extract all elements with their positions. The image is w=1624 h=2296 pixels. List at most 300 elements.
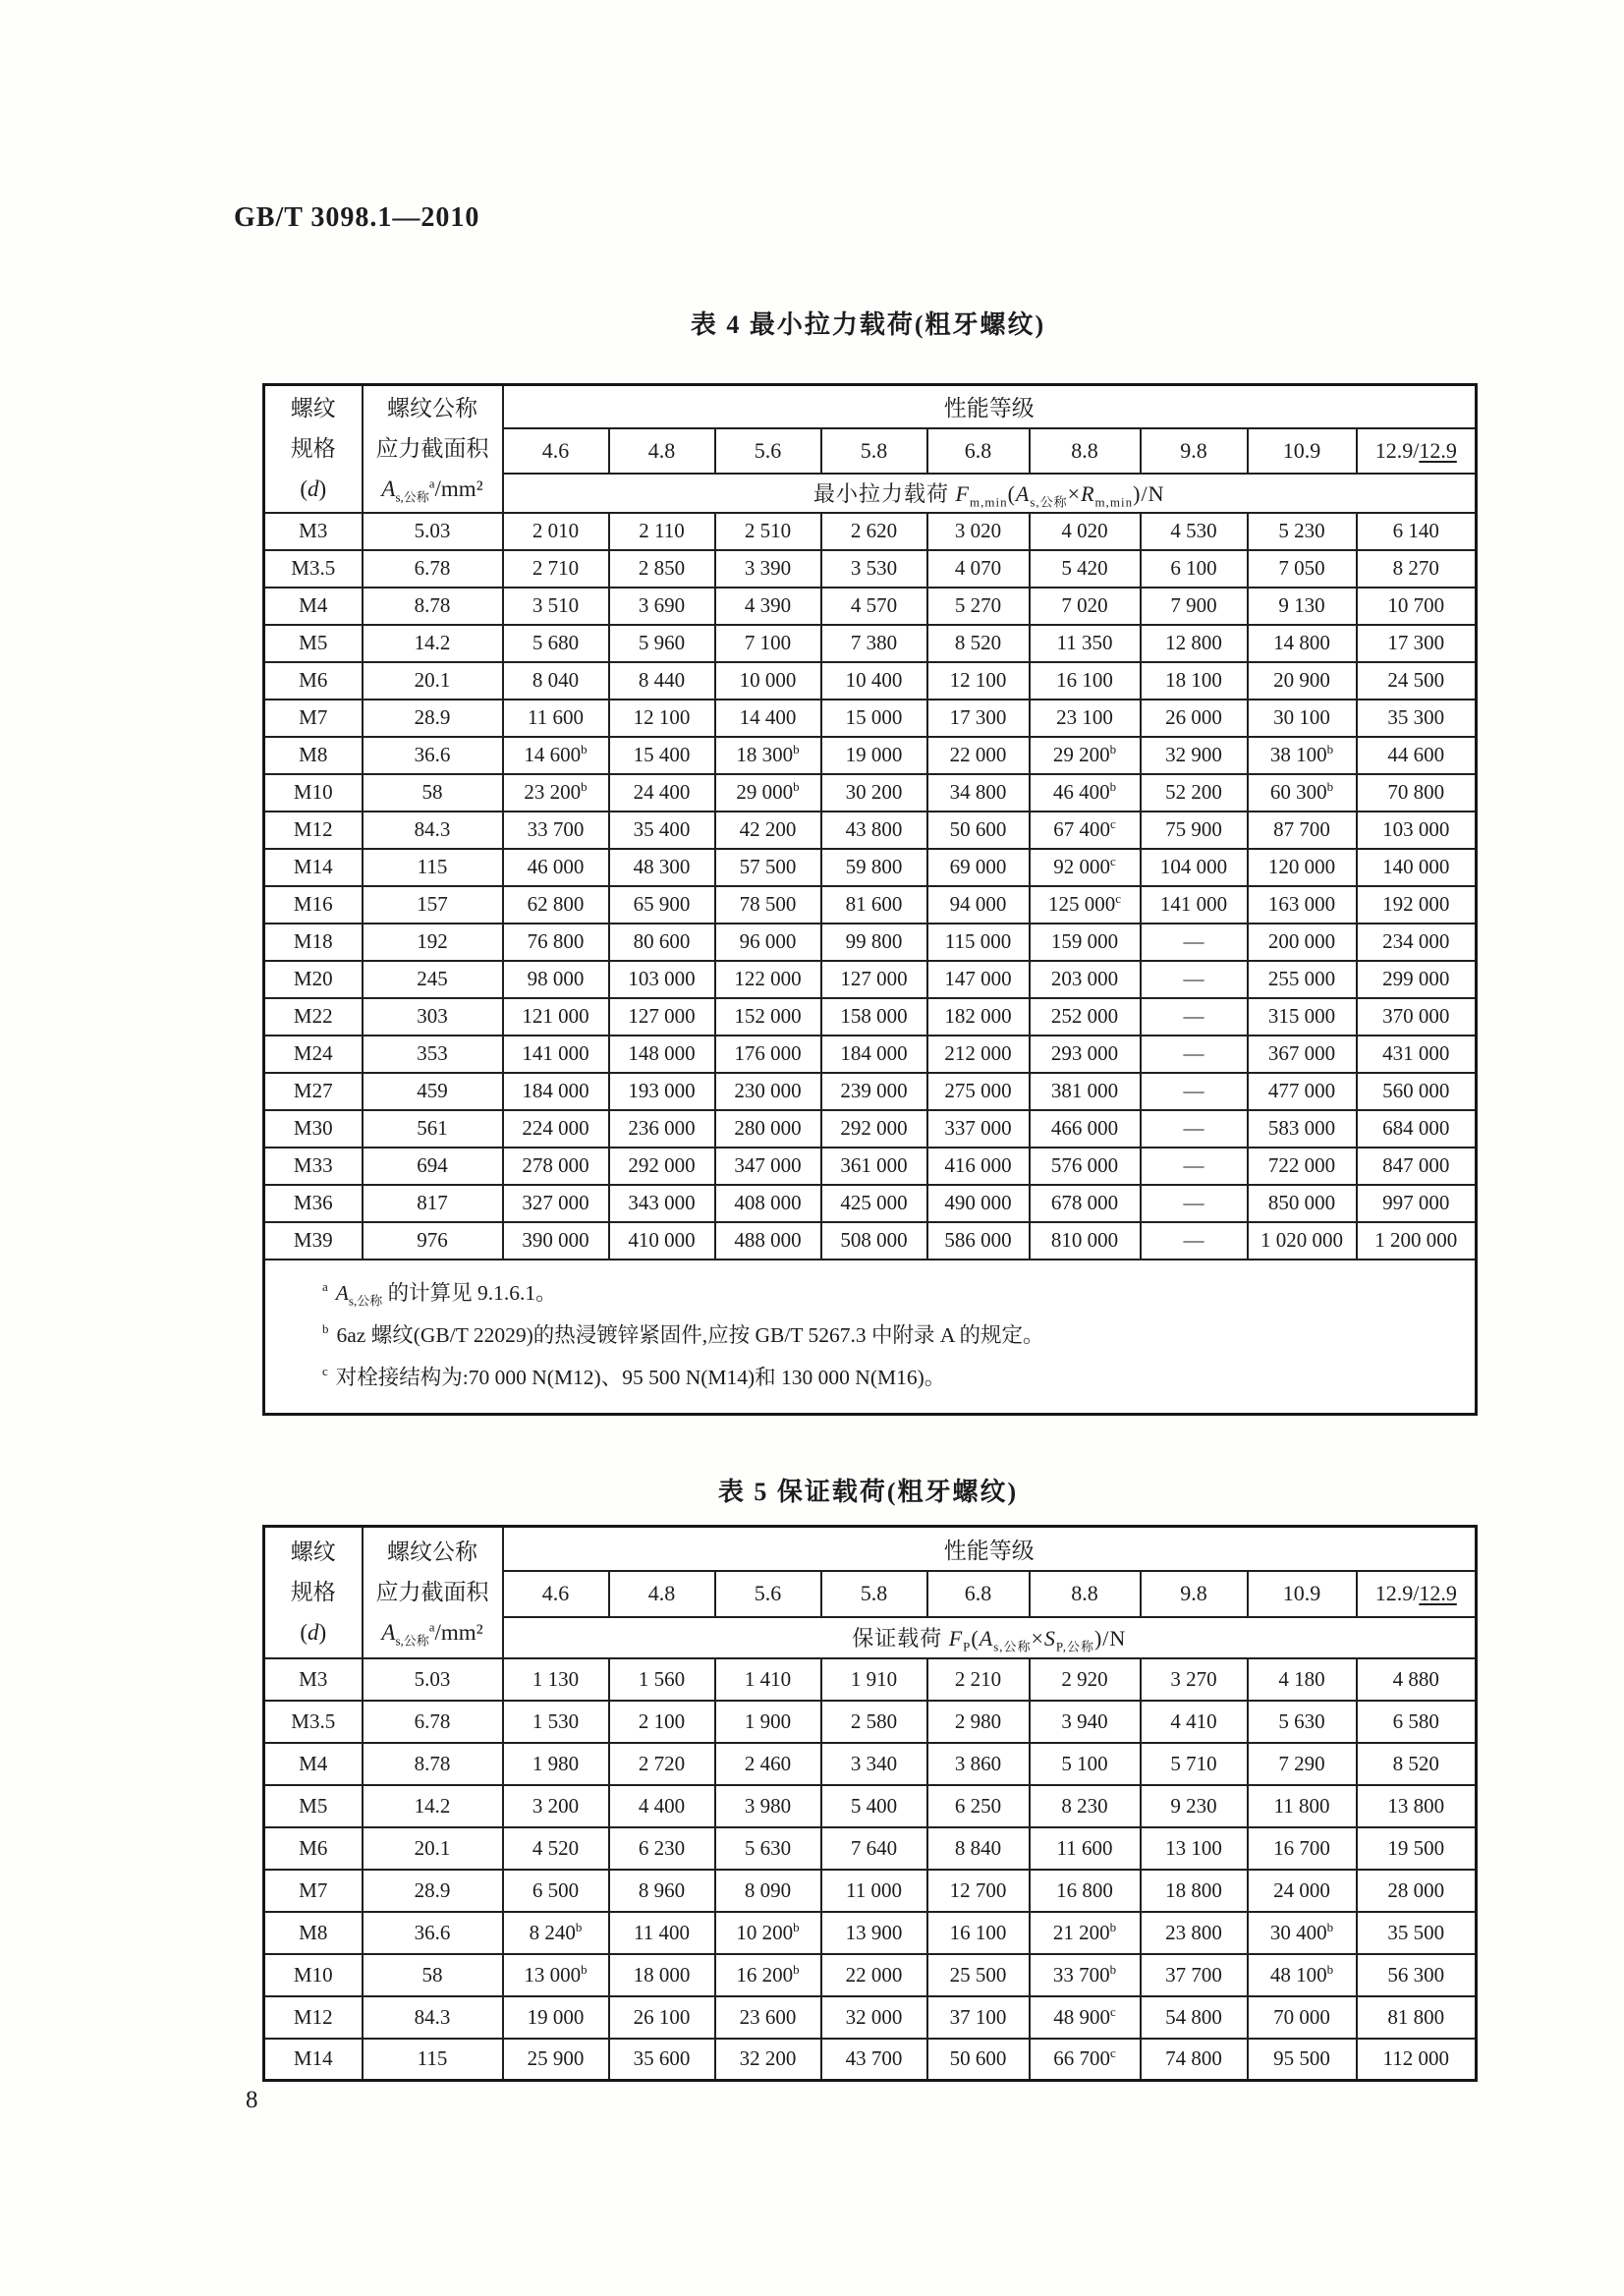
cell-load-value: 3 270 xyxy=(1141,1658,1248,1701)
cell-load-value: 5 100 xyxy=(1030,1743,1141,1785)
table-row xyxy=(264,1222,1477,1260)
cell-load-value: 10 000 xyxy=(715,662,821,700)
cell-load-value: 997 000 xyxy=(1357,1185,1477,1222)
cell-stress-area: 28.9 xyxy=(363,1870,503,1912)
table-row xyxy=(264,737,1477,774)
cell-load-value: 158 000 xyxy=(821,998,927,1036)
cell-load-value: 299 000 xyxy=(1357,961,1477,998)
cell-load-value: 25 900 xyxy=(503,2039,609,2081)
cell-load-value: 280 000 xyxy=(715,1110,821,1148)
cell-load-value: 14 400 xyxy=(715,700,821,737)
cell-stress-area: 58 xyxy=(363,774,503,812)
cell-load-value: 24 000 xyxy=(1248,1870,1357,1912)
cell-load-value: 87 700 xyxy=(1248,812,1357,849)
cell-load-value: 35 400 xyxy=(609,812,715,849)
cell-load-value: 13 100 xyxy=(1141,1827,1248,1870)
cell-stress-area: 245 xyxy=(363,961,503,998)
table-row xyxy=(264,1110,1477,1148)
cell-load-value: 2 510 xyxy=(715,513,821,550)
cell-load-value: 74 800 xyxy=(1141,2039,1248,2081)
cell-stress-area: 5.03 xyxy=(363,1658,503,1701)
cell-stress-area: 36.6 xyxy=(363,1912,503,1954)
cell-load-value: 32 900 xyxy=(1141,737,1248,774)
cell-load-value: 13 900 xyxy=(821,1912,927,1954)
cell-load-value: 29 000$^b$ xyxy=(715,774,821,812)
cell-load-value: 5 630 xyxy=(715,1827,821,1870)
header-property-class: 9.8 xyxy=(1141,1571,1248,1617)
cell-load-value: 292 000 xyxy=(609,1148,715,1185)
cell-load-value: 236 000 xyxy=(609,1110,715,1148)
cell-thread-spec: M7 xyxy=(264,1870,363,1912)
cell-load-value: 7 020 xyxy=(1030,588,1141,625)
cell-stress-area: 84.3 xyxy=(363,1996,503,2039)
cell-load-value: 4 070 xyxy=(927,550,1030,588)
table-footnotes xyxy=(264,1260,1477,1415)
cell-load-value: 586 000 xyxy=(927,1222,1030,1260)
cell-load-value: — xyxy=(1141,1110,1248,1148)
cell-load-value: 410 000 xyxy=(609,1222,715,1260)
cell-load-value: 99 800 xyxy=(821,924,927,961)
cell-load-value: 43 700 xyxy=(821,2039,927,2081)
cell-load-value: 5 230 xyxy=(1248,513,1357,550)
cell-load-value: 315 000 xyxy=(1248,998,1357,1036)
cell-load-value: 95 500 xyxy=(1248,2039,1357,2081)
cell-load-value: 810 000 xyxy=(1030,1222,1141,1260)
cell-load-value: 13 800 xyxy=(1357,1785,1477,1827)
cell-load-value: 2 210 xyxy=(927,1658,1030,1701)
cell-stress-area: 694 xyxy=(363,1148,503,1185)
cell-load-value: 477 000 xyxy=(1248,1073,1357,1110)
cell-thread-spec: M30 xyxy=(264,1110,363,1148)
cell-load-value: 26 100 xyxy=(609,1996,715,2039)
cell-load-value: 4 400 xyxy=(609,1785,715,1827)
cell-load-value: 62 800 xyxy=(503,886,609,924)
cell-load-value: 343 000 xyxy=(609,1185,715,1222)
cell-load-value: 212 000 xyxy=(927,1036,1030,1073)
cell-load-value: 4 530 xyxy=(1141,513,1248,550)
cell-load-value: 35 300 xyxy=(1357,700,1477,737)
cell-load-value: 488 000 xyxy=(715,1222,821,1260)
standard-number: GB/T 3098.1—2010 xyxy=(234,202,480,233)
cell-load-value: 59 800 xyxy=(821,849,927,886)
cell-stress-area: 8.78 xyxy=(363,588,503,625)
cell-load-value: 252 000 xyxy=(1030,998,1141,1036)
header-thread-spec: 螺纹 规格 (d) xyxy=(264,1527,363,1658)
cell-load-value: 23 100 xyxy=(1030,700,1141,737)
header-property-class: 5.6 xyxy=(715,428,821,474)
cell-load-value: 3 390 xyxy=(715,550,821,588)
cell-load-value: 337 000 xyxy=(927,1110,1030,1148)
header-thread-spec: 螺纹 规格 (d) xyxy=(264,385,363,513)
table-row xyxy=(264,1658,1477,1701)
header-stress-area: 螺纹公称 应力截面积 $A_{s,公称}^a$/mm² xyxy=(363,385,503,513)
cell-load-value: 8 040 xyxy=(503,662,609,700)
cell-load-value: 80 600 xyxy=(609,924,715,961)
cell-stress-area: 84.3 xyxy=(363,812,503,849)
table-row xyxy=(264,1827,1477,1870)
header-property-class: 4.6 xyxy=(503,428,609,474)
cell-load-value: 11 600 xyxy=(1030,1827,1141,1870)
cell-load-value: 2 580 xyxy=(821,1701,927,1743)
cell-stress-area: 192 xyxy=(363,924,503,961)
cell-load-value: 148 000 xyxy=(609,1036,715,1073)
cell-load-value: 2 100 xyxy=(609,1701,715,1743)
cell-load-value: 23 600 xyxy=(715,1996,821,2039)
cell-load-value: 29 200$^b$ xyxy=(1030,737,1141,774)
cell-thread-spec: M6 xyxy=(264,662,363,700)
table-row xyxy=(264,886,1477,924)
cell-thread-spec: M3.5 xyxy=(264,550,363,588)
cell-load-value: 48 300 xyxy=(609,849,715,886)
cell-load-value: 10 200$^b$ xyxy=(715,1912,821,1954)
cell-load-value: 7 900 xyxy=(1141,588,1248,625)
cell-load-value: 120 000 xyxy=(1248,849,1357,886)
cell-load-value: 159 000 xyxy=(1030,924,1141,961)
cell-load-value: 10 400 xyxy=(821,662,927,700)
cell-load-value: 15 400 xyxy=(609,737,715,774)
cell-load-value: 684 000 xyxy=(1357,1110,1477,1148)
cell-load-value: 3 340 xyxy=(821,1743,927,1785)
cell-load-value: 1 020 000 xyxy=(1248,1222,1357,1260)
cell-load-value: 5 630 xyxy=(1248,1701,1357,1743)
cell-load-value: 4 390 xyxy=(715,588,821,625)
cell-load-value: 42 200 xyxy=(715,812,821,849)
cell-load-value: 35 600 xyxy=(609,2039,715,2081)
cell-load-value: 19 000 xyxy=(503,1996,609,2039)
cell-load-value: 23 800 xyxy=(1141,1912,1248,1954)
cell-load-value: 67 400$^c$ xyxy=(1030,812,1141,849)
cell-load-value: 18 300$^b$ xyxy=(715,737,821,774)
cell-load-value: 490 000 xyxy=(927,1185,1030,1222)
cell-load-value: 3 200 xyxy=(503,1785,609,1827)
cell-load-value: 2 460 xyxy=(715,1743,821,1785)
cell-load-value: 18 000 xyxy=(609,1954,715,1996)
cell-thread-spec: M5 xyxy=(264,1785,363,1827)
cell-load-value: 255 000 xyxy=(1248,961,1357,998)
table-row xyxy=(264,774,1477,812)
cell-load-value: 37 100 xyxy=(927,1996,1030,2039)
cell-load-value: 5 400 xyxy=(821,1785,927,1827)
cell-load-value: 75 900 xyxy=(1141,812,1248,849)
cell-load-value: 30 400$^b$ xyxy=(1248,1912,1357,1954)
cell-load-value: 8 520 xyxy=(1357,1743,1477,1785)
cell-load-value: 347 000 xyxy=(715,1148,821,1185)
cell-load-value: 8 960 xyxy=(609,1870,715,1912)
cell-thread-spec: M14 xyxy=(264,2039,363,2081)
cell-stress-area: 561 xyxy=(363,1110,503,1148)
cell-load-value: 408 000 xyxy=(715,1185,821,1222)
cell-load-value: 7 290 xyxy=(1248,1743,1357,1785)
header-property-class: 5.8 xyxy=(821,1571,927,1617)
cell-stress-area: 115 xyxy=(363,849,503,886)
cell-load-value: 431 000 xyxy=(1357,1036,1477,1073)
cell-load-value: 122 000 xyxy=(715,961,821,998)
cell-load-value: 2 980 xyxy=(927,1701,1030,1743)
cell-load-value: 16 700 xyxy=(1248,1827,1357,1870)
cell-thread-spec: M3.5 xyxy=(264,1701,363,1743)
cell-load-value: 3 020 xyxy=(927,513,1030,550)
header-property-class: 12.9/12.9 xyxy=(1357,1571,1477,1617)
cell-load-value: 425 000 xyxy=(821,1185,927,1222)
table-row xyxy=(264,1185,1477,1222)
cell-load-value: 7 100 xyxy=(715,625,821,662)
table-row xyxy=(264,625,1477,662)
cell-load-value: 4 880 xyxy=(1357,1658,1477,1701)
cell-load-value: 8 270 xyxy=(1357,550,1477,588)
cell-load-value: 70 000 xyxy=(1248,1996,1357,2039)
cell-load-value: 94 000 xyxy=(927,886,1030,924)
cell-load-value: 32 200 xyxy=(715,2039,821,2081)
cell-load-value: 7 050 xyxy=(1248,550,1357,588)
cell-thread-spec: M4 xyxy=(264,588,363,625)
header-property-class: 9.8 xyxy=(1141,428,1248,474)
cell-load-value: 1 560 xyxy=(609,1658,715,1701)
cell-load-value: 466 000 xyxy=(1030,1110,1141,1148)
cell-thread-spec: M20 xyxy=(264,961,363,998)
cell-load-value: 200 000 xyxy=(1248,924,1357,961)
cell-load-value: 6 230 xyxy=(609,1827,715,1870)
cell-load-value: 30 100 xyxy=(1248,700,1357,737)
header-property-class: 4.6 xyxy=(503,1571,609,1617)
cell-load-value: 46 000 xyxy=(503,849,609,886)
header-property-class: 12.9/12.9 xyxy=(1357,428,1477,474)
cell-thread-spec: M14 xyxy=(264,849,363,886)
table5-proof-loads xyxy=(262,1525,1478,2082)
cell-load-value: 12 800 xyxy=(1141,625,1248,662)
cell-load-value: 26 000 xyxy=(1141,700,1248,737)
cell-thread-spec: M16 xyxy=(264,886,363,924)
cell-load-value: 33 700 xyxy=(503,812,609,849)
cell-thread-spec: M5 xyxy=(264,625,363,662)
cell-load-value: 370 000 xyxy=(1357,998,1477,1036)
cell-load-value: 2 620 xyxy=(821,513,927,550)
cell-thread-spec: M27 xyxy=(264,1073,363,1110)
cell-load-value: 65 900 xyxy=(609,886,715,924)
cell-load-value: 52 200 xyxy=(1141,774,1248,812)
cell-load-value: 678 000 xyxy=(1030,1185,1141,1222)
table-row xyxy=(264,1036,1477,1073)
cell-thread-spec: M39 xyxy=(264,1222,363,1260)
cell-load-value: 193 000 xyxy=(609,1073,715,1110)
cell-load-value: 78 500 xyxy=(715,886,821,924)
footnote: $^c$ 对栓接结构为:70 000 N(M12)、95 500 N(M14)和 130 000 N(M16)。 xyxy=(322,1364,946,1389)
cell-stress-area: 58 xyxy=(363,1954,503,1996)
cell-load-value: 5 710 xyxy=(1141,1743,1248,1785)
cell-load-value: 508 000 xyxy=(821,1222,927,1260)
cell-load-value: 43 800 xyxy=(821,812,927,849)
cell-load-value: 8 230 xyxy=(1030,1785,1141,1827)
cell-load-value: 141 000 xyxy=(1141,886,1248,924)
cell-load-value: 2 110 xyxy=(609,513,715,550)
cell-load-value: 583 000 xyxy=(1248,1110,1357,1148)
cell-load-value: 12 100 xyxy=(609,700,715,737)
cell-stress-area: 303 xyxy=(363,998,503,1036)
table-row xyxy=(264,2039,1477,2081)
header-load-formula: 保证载荷 $F_P(A_{s,公称}\times S_{P,公称})/N$ xyxy=(503,1617,1477,1658)
cell-load-value: — xyxy=(1141,998,1248,1036)
table-row xyxy=(264,1148,1477,1185)
cell-load-value: 14 600$^b$ xyxy=(503,737,609,774)
cell-load-value: 5 680 xyxy=(503,625,609,662)
cell-load-value: 327 000 xyxy=(503,1185,609,1222)
cell-load-value: 14 800 xyxy=(1248,625,1357,662)
cell-load-value: 8 240$^b$ xyxy=(503,1912,609,1954)
cell-load-value: 46 400$^b$ xyxy=(1030,774,1141,812)
cell-load-value: 5 270 xyxy=(927,588,1030,625)
cell-load-value: 103 000 xyxy=(609,961,715,998)
cell-load-value: 234 000 xyxy=(1357,924,1477,961)
cell-load-value: 8 520 xyxy=(927,625,1030,662)
cell-load-value: 81 800 xyxy=(1357,1996,1477,2039)
cell-load-value: 3 980 xyxy=(715,1785,821,1827)
cell-load-value: 81 600 xyxy=(821,886,927,924)
cell-load-value: 184 000 xyxy=(503,1073,609,1110)
cell-load-value: 1 410 xyxy=(715,1658,821,1701)
cell-load-value: 19 500 xyxy=(1357,1827,1477,1870)
cell-load-value: 127 000 xyxy=(821,961,927,998)
cell-load-value: 367 000 xyxy=(1248,1036,1357,1073)
table-row xyxy=(264,1870,1477,1912)
cell-load-value: 5 420 xyxy=(1030,550,1141,588)
cell-load-value: — xyxy=(1141,1148,1248,1185)
cell-load-value: 19 000 xyxy=(821,737,927,774)
cell-load-value: 17 300 xyxy=(1357,625,1477,662)
cell-load-value: 22 000 xyxy=(821,1954,927,1996)
cell-load-value: 293 000 xyxy=(1030,1036,1141,1073)
cell-stress-area: 8.78 xyxy=(363,1743,503,1785)
cell-load-value: 2 720 xyxy=(609,1743,715,1785)
cell-stress-area: 976 xyxy=(363,1222,503,1260)
cell-load-value: 16 100 xyxy=(1030,662,1141,700)
table-row xyxy=(264,588,1477,625)
table-row xyxy=(264,924,1477,961)
cell-load-value: 30 200 xyxy=(821,774,927,812)
cell-load-value: 17 300 xyxy=(927,700,1030,737)
cell-load-value: 4 520 xyxy=(503,1827,609,1870)
cell-thread-spec: M24 xyxy=(264,1036,363,1073)
cell-load-value: 7 640 xyxy=(821,1827,927,1870)
cell-load-value: 4 410 xyxy=(1141,1701,1248,1743)
cell-load-value: 16 200$^b$ xyxy=(715,1954,821,1996)
cell-load-value: 20 900 xyxy=(1248,662,1357,700)
cell-load-value: 11 400 xyxy=(609,1912,715,1954)
cell-load-value: 7 380 xyxy=(821,625,927,662)
cell-stress-area: 459 xyxy=(363,1073,503,1110)
cell-thread-spec: M8 xyxy=(264,737,363,774)
cell-load-value: 416 000 xyxy=(927,1148,1030,1185)
cell-load-value: 2 010 xyxy=(503,513,609,550)
cell-load-value: 24 400 xyxy=(609,774,715,812)
header-property-class: 5.6 xyxy=(715,1571,821,1617)
header-property-class: 6.8 xyxy=(927,1571,1030,1617)
table-row xyxy=(264,1743,1477,1785)
cell-load-value: 92 000$^c$ xyxy=(1030,849,1141,886)
cell-load-value: 15 000 xyxy=(821,700,927,737)
cell-load-value: 6 140 xyxy=(1357,513,1477,550)
cell-stress-area: 115 xyxy=(363,2039,503,2081)
cell-load-value: 2 850 xyxy=(609,550,715,588)
cell-load-value: 381 000 xyxy=(1030,1073,1141,1110)
cell-stress-area: 36.6 xyxy=(363,737,503,774)
cell-load-value: 230 000 xyxy=(715,1073,821,1110)
cell-load-value: 203 000 xyxy=(1030,961,1141,998)
cell-load-value: 1 200 000 xyxy=(1357,1222,1477,1260)
cell-load-value: 847 000 xyxy=(1357,1148,1477,1185)
cell-thread-spec: M3 xyxy=(264,1658,363,1701)
cell-load-value: 224 000 xyxy=(503,1110,609,1148)
table-row xyxy=(264,1701,1477,1743)
cell-load-value: 70 800 xyxy=(1357,774,1477,812)
cell-load-value: 127 000 xyxy=(609,998,715,1036)
cell-stress-area: 14.2 xyxy=(363,1785,503,1827)
cell-load-value: 4 570 xyxy=(821,588,927,625)
cell-load-value: 1 980 xyxy=(503,1743,609,1785)
cell-load-value: 125 000$^c$ xyxy=(1030,886,1141,924)
cell-load-value: 2 920 xyxy=(1030,1658,1141,1701)
cell-load-value: 8 090 xyxy=(715,1870,821,1912)
cell-load-value: 50 600 xyxy=(927,812,1030,849)
cell-load-value: 12 100 xyxy=(927,662,1030,700)
cell-load-value: 2 710 xyxy=(503,550,609,588)
table-row xyxy=(264,662,1477,700)
cell-load-value: 850 000 xyxy=(1248,1185,1357,1222)
cell-load-value: 37 700 xyxy=(1141,1954,1248,1996)
header-property-class: 10.9 xyxy=(1248,1571,1357,1617)
table-row xyxy=(264,513,1477,550)
cell-load-value: 22 000 xyxy=(927,737,1030,774)
cell-load-value: 13 000$^b$ xyxy=(503,1954,609,1996)
table-row xyxy=(264,849,1477,886)
cell-stress-area: 5.03 xyxy=(363,513,503,550)
cell-load-value: 576 000 xyxy=(1030,1148,1141,1185)
cell-load-value: 16 800 xyxy=(1030,1870,1141,1912)
cell-thread-spec: M7 xyxy=(264,700,363,737)
cell-load-value: 3 510 xyxy=(503,588,609,625)
cell-load-value: 38 100$^b$ xyxy=(1248,737,1357,774)
cell-thread-spec: M33 xyxy=(264,1148,363,1185)
cell-load-value: 11 350 xyxy=(1030,625,1141,662)
cell-load-value: 239 000 xyxy=(821,1073,927,1110)
cell-thread-spec: M22 xyxy=(264,998,363,1036)
cell-stress-area: 157 xyxy=(363,886,503,924)
cell-load-value: 11 600 xyxy=(503,700,609,737)
cell-thread-spec: M10 xyxy=(264,774,363,812)
cell-load-value: 98 000 xyxy=(503,961,609,998)
table-row xyxy=(264,1073,1477,1110)
cell-load-value: 6 100 xyxy=(1141,550,1248,588)
cell-load-value: — xyxy=(1141,1185,1248,1222)
header-property-class: 8.8 xyxy=(1030,1571,1141,1617)
cell-load-value: 23 200$^b$ xyxy=(503,774,609,812)
cell-load-value: 34 800 xyxy=(927,774,1030,812)
cell-load-value: 54 800 xyxy=(1141,1996,1248,2039)
cell-load-value: 11 000 xyxy=(821,1870,927,1912)
cell-load-value: 147 000 xyxy=(927,961,1030,998)
cell-stress-area: 353 xyxy=(363,1036,503,1073)
cell-load-value: 9 130 xyxy=(1248,588,1357,625)
table-row xyxy=(264,1954,1477,1996)
cell-load-value: 5 960 xyxy=(609,625,715,662)
cell-load-value: 18 100 xyxy=(1141,662,1248,700)
cell-load-value: 50 600 xyxy=(927,2039,1030,2081)
cell-load-value: 28 000 xyxy=(1357,1870,1477,1912)
page-number: 8 xyxy=(246,2087,258,2113)
cell-load-value: 12 700 xyxy=(927,1870,1030,1912)
cell-load-value: 140 000 xyxy=(1357,849,1477,886)
cell-stress-area: 6.78 xyxy=(363,550,503,588)
cell-thread-spec: M3 xyxy=(264,513,363,550)
cell-load-value: 18 800 xyxy=(1141,1870,1248,1912)
